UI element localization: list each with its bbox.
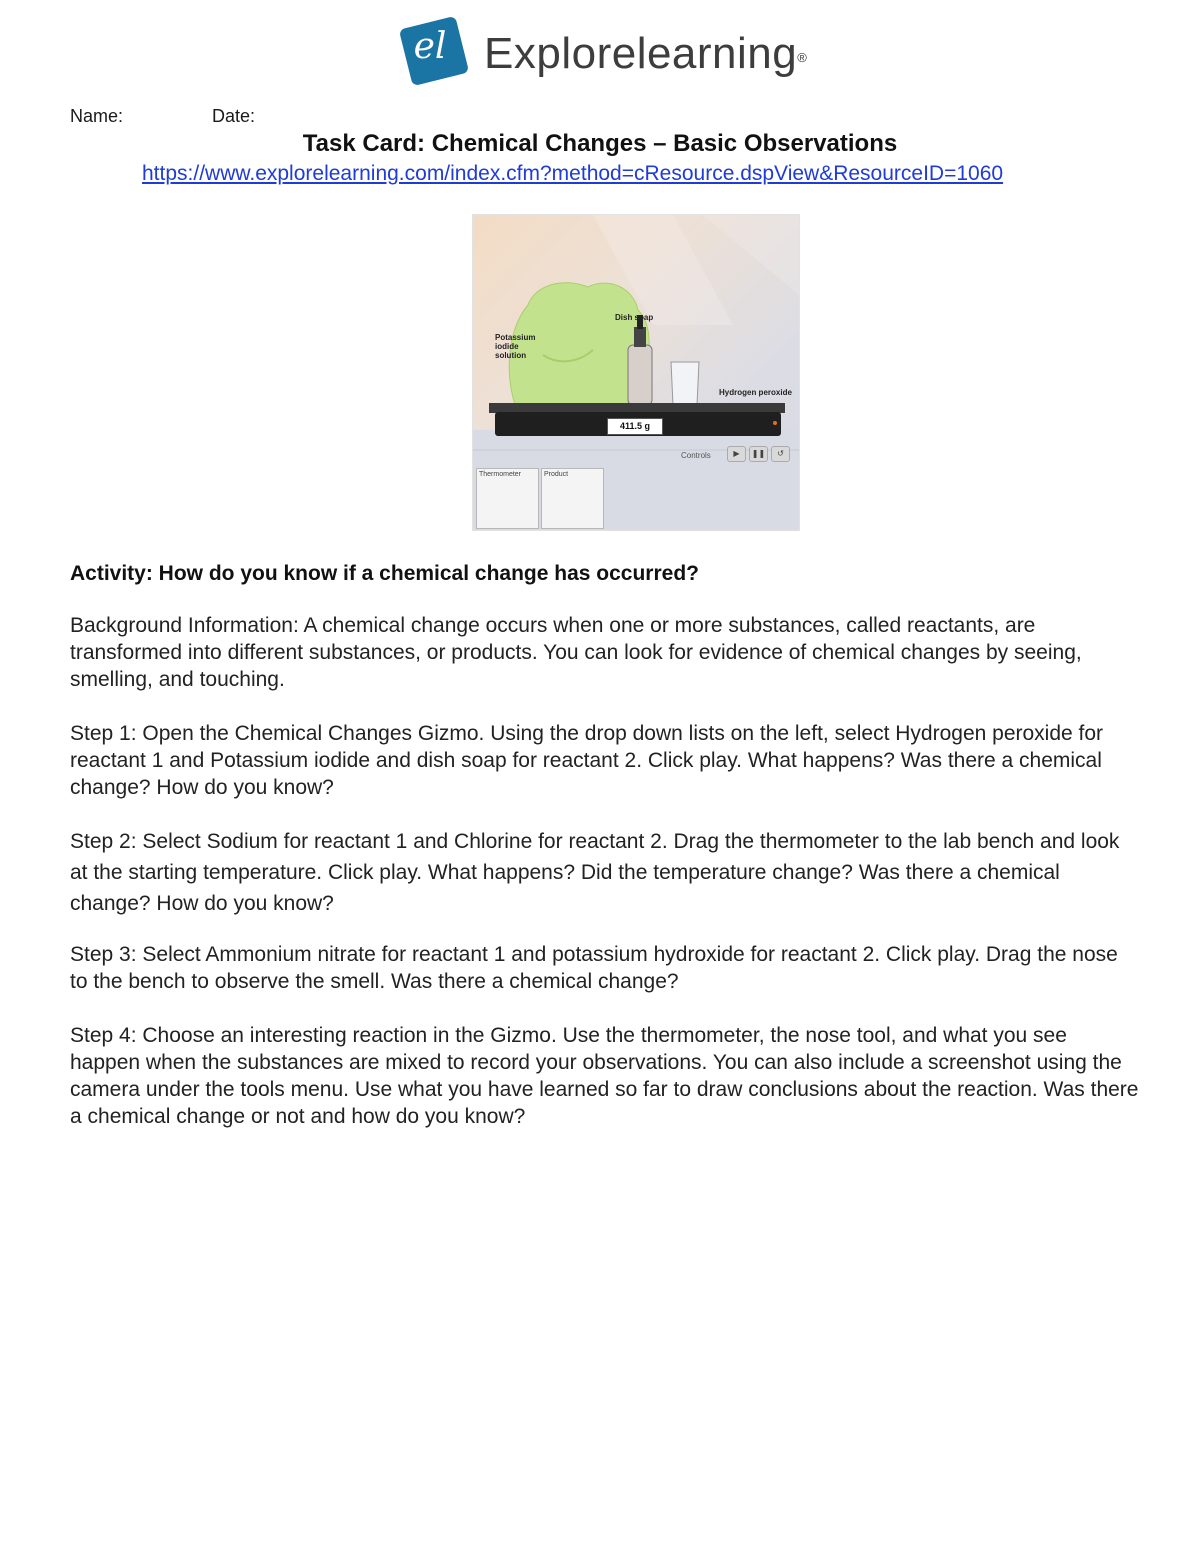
page-title: Task Card: Chemical Changes – Basic Observations	[302, 130, 898, 157]
play-icon[interactable]: ▶	[727, 446, 746, 462]
explorelearning-logo	[400, 18, 810, 90]
controls-label: Controls	[681, 451, 711, 460]
reset-icon[interactable]: ↺	[771, 446, 790, 462]
date-label: Date:	[212, 106, 256, 126]
tool-product-label: Product	[544, 471, 569, 478]
label-potassium-iodide: Potassium iodide solution	[495, 333, 536, 360]
scale-top	[489, 403, 785, 413]
tool-thermometer-label: Thermometer	[479, 471, 522, 478]
label-hydrogen-peroxide: Hydrogen peroxide	[719, 388, 792, 397]
activity-heading: Activity: How do you know if a chemical change has occurred?	[70, 562, 699, 585]
background-paragraph: Background Information: A chemical change occurs when one or more substances, called reactants, are transformed into different substances, or products. You can look for evidence of chemical changes by seeing, smelling, and touching.	[70, 614, 1082, 691]
tool-product[interactable]	[541, 468, 604, 529]
tool-thermometer[interactable]	[476, 468, 539, 529]
hydrogen-peroxide-beaker	[671, 362, 699, 405]
scale-readout: 411.5 g	[607, 418, 663, 435]
step-2: Step 2: Select Sodium for reactant 1 and Chlorine for reactant 2. Drag the thermometer to the lab bench and look at the starting temperature. Click play. What happens? Did the temperature change? Was there a chemical change? How do you know?	[70, 830, 1120, 915]
logo-mark-text: el	[413, 26, 447, 67]
gizmo-screenshot	[472, 214, 800, 531]
logo-text: Explorelearning	[484, 29, 798, 78]
registered-mark: ®	[797, 50, 808, 65]
pause-icon[interactable]: ❚❚	[749, 446, 768, 462]
dish-soap-bottle	[628, 345, 652, 405]
step-4: Step 4: Choose an interesting reaction in the Gizmo. Use the thermometer, the nose tool, and what you see happen when the substances are mixed to record your observations. You can also include a screenshot using the camera under the tools menu. Use what you have learned so far to draw conclusions about the reaction. Was there a chemical change or not and how do you know?	[70, 1024, 1139, 1128]
name-label: Name:	[70, 106, 124, 126]
gizmo-link[interactable]: https://www.explorelearning.com/index.cfm?method=cResource.dspView&ResourceID=1060	[142, 162, 1004, 185]
step-1: Step 1: Open the Chemical Changes Gizmo. Using the drop down lists on the left, select Hydrogen peroxide for reactant 1 and Potassium iodide and dish soap for reactant 2. Click play. What happens? Was there a chemical change? How do you know?	[70, 722, 1104, 799]
label-dish-soap: Dish soap	[615, 313, 654, 322]
logo-wordmark	[484, 26, 807, 82]
step-3: Step 3: Select Ammonium nitrate for reactant 1 and potassium hydroxide for reactant 2. Click play. Drag the nose to the bench to observe the smell. Was there a chemical change?	[70, 943, 1118, 993]
